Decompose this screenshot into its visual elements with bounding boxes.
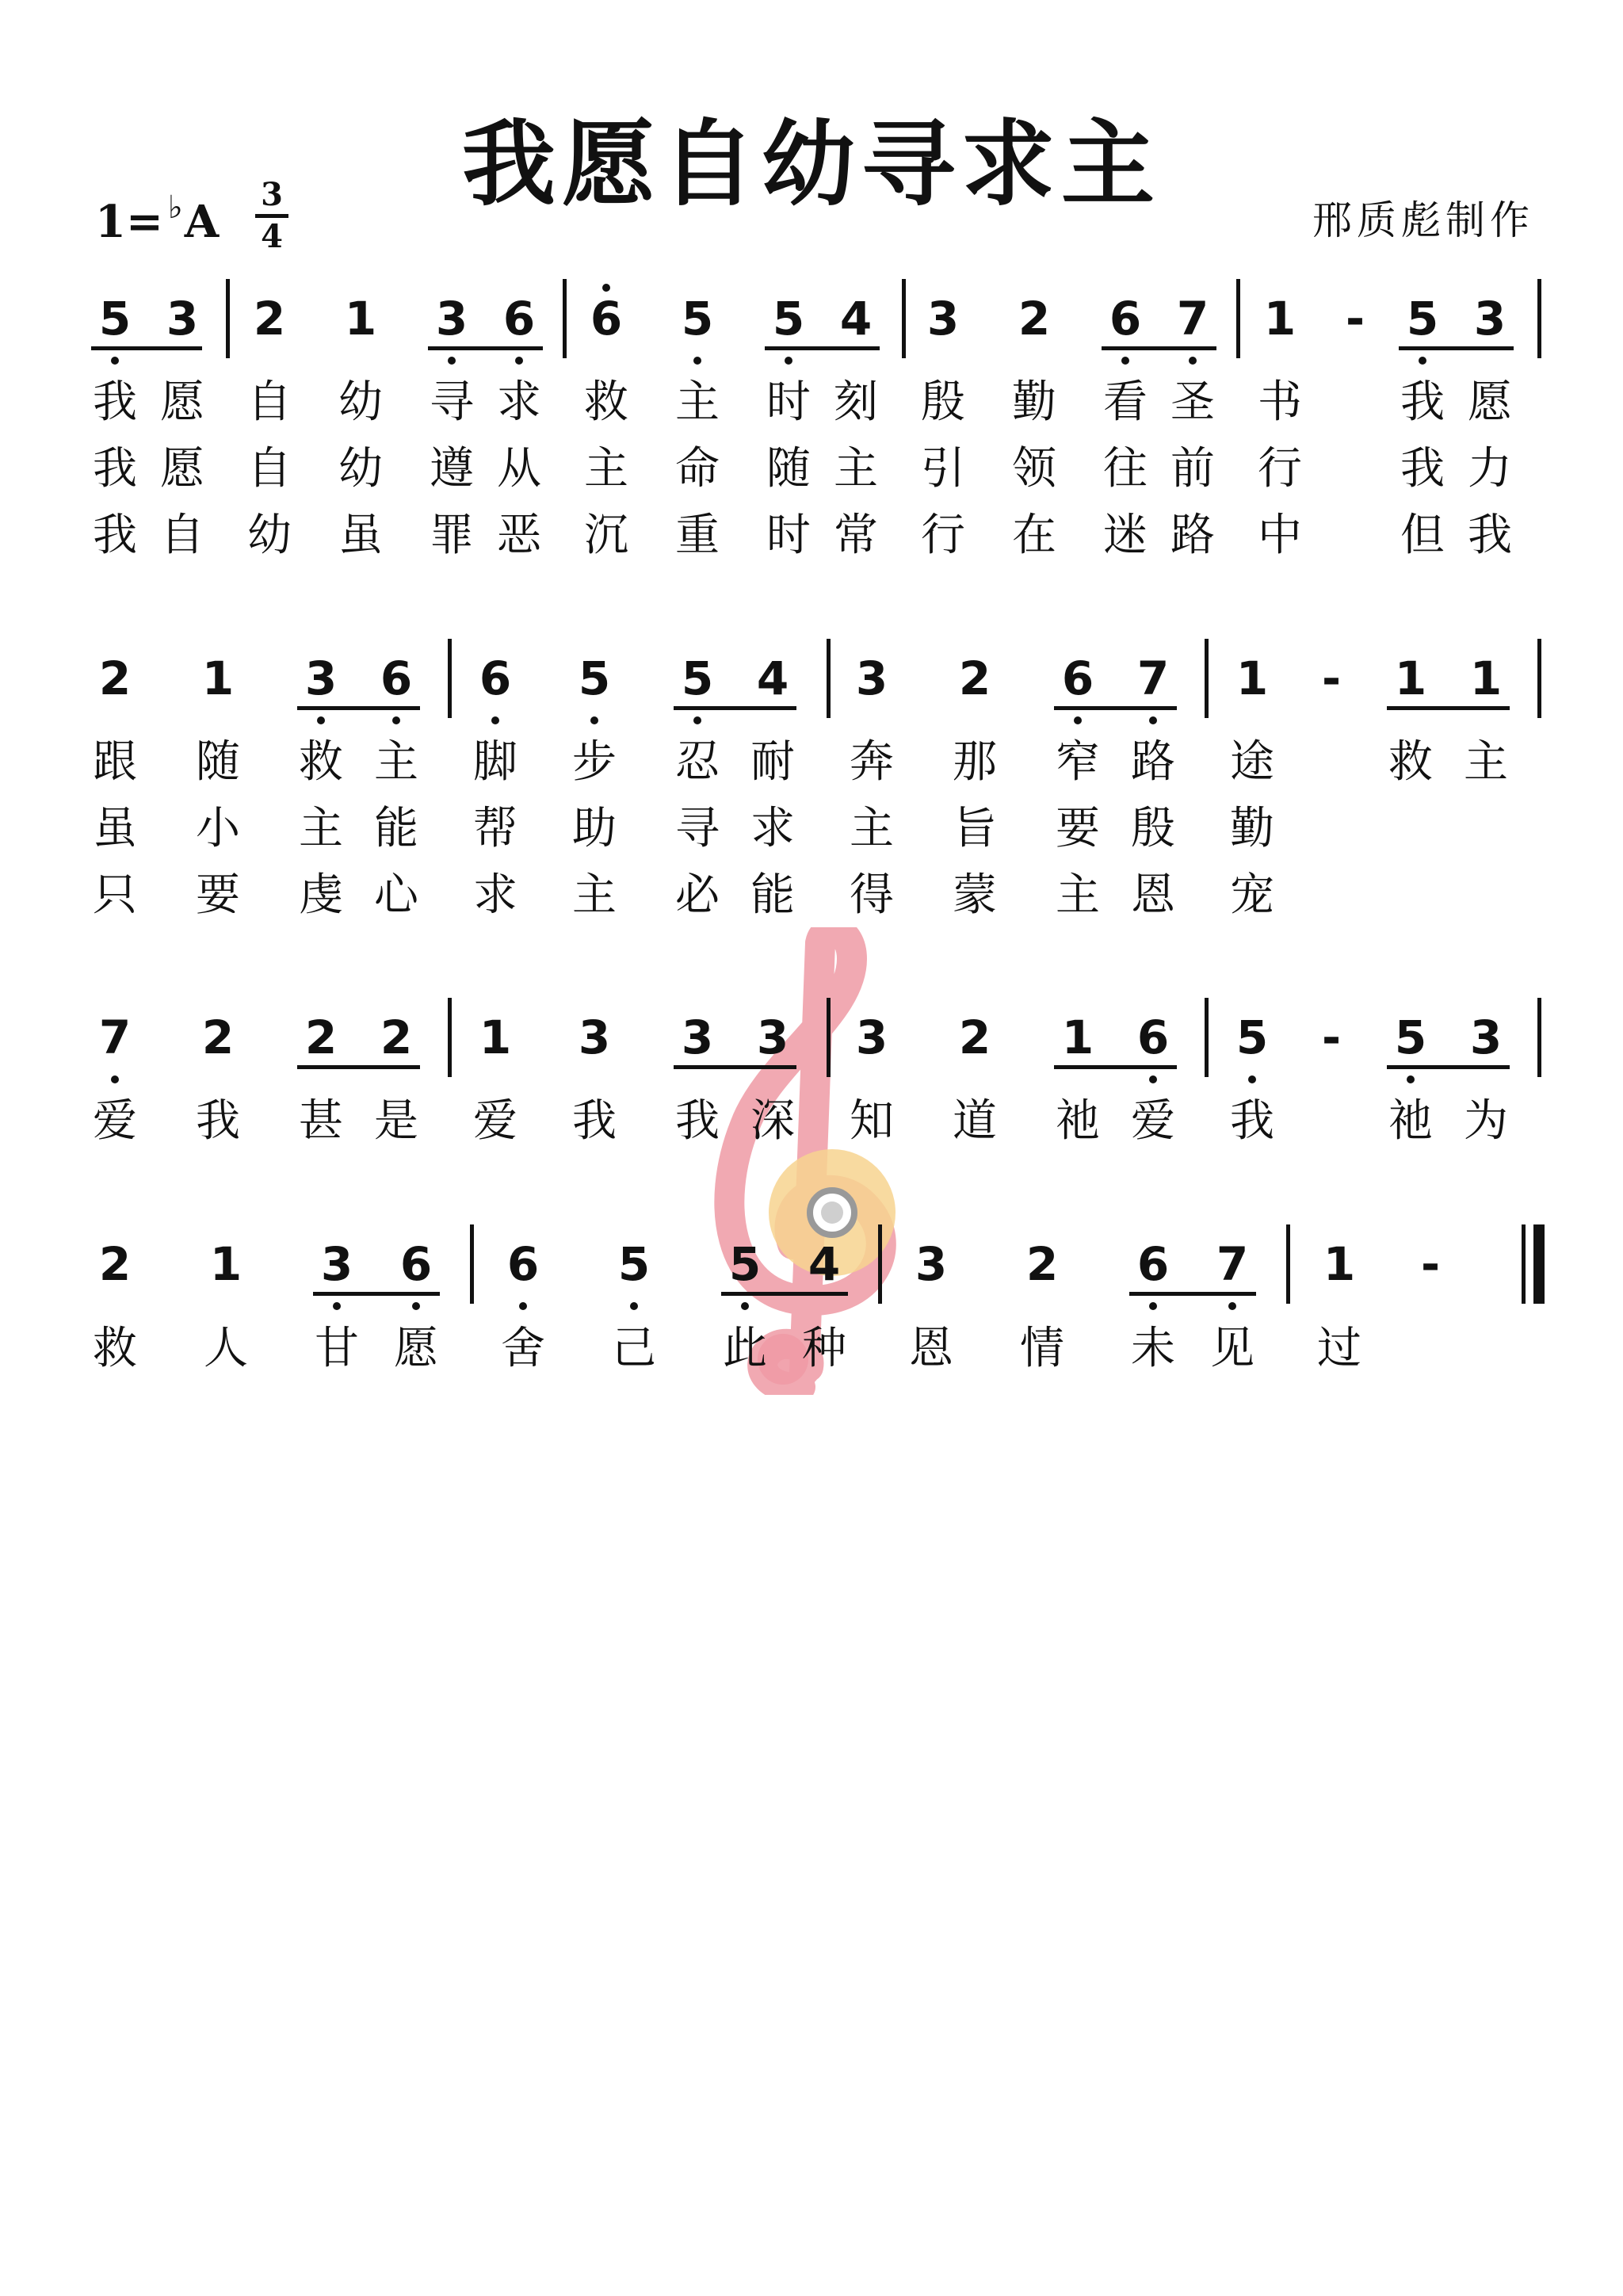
eighth-beam: [1399, 346, 1514, 350]
jianpu-note: 2: [380, 1010, 413, 1064]
jianpu-note: 1: [1263, 292, 1296, 346]
lyric-char: 自: [247, 376, 292, 428]
lyric-char: 己: [612, 1323, 656, 1374]
bar-line: [1537, 639, 1541, 718]
lyric-char: 我: [1400, 376, 1445, 428]
jianpu-note: 2: [98, 651, 132, 705]
low-octave-dot: [590, 716, 598, 724]
low-octave-dot: [317, 716, 325, 724]
lyric-char: 主: [1056, 869, 1100, 921]
lyric-char: 得: [850, 869, 894, 921]
jianpu-note: 1: [1061, 1010, 1094, 1064]
lyric-char: 中: [1258, 510, 1302, 561]
lyric-char: 愿: [160, 376, 204, 428]
lyric-char: 常: [834, 510, 878, 561]
time-signature-bottom: 4: [261, 218, 283, 255]
lyric-char: 殷: [921, 376, 965, 428]
final-bar-thin: [1522, 1224, 1526, 1304]
jianpu-note: 5: [1394, 1010, 1427, 1064]
jianpu-note: 2: [253, 292, 286, 346]
lyric-char: 我: [675, 1095, 720, 1147]
lyric-char: 我: [93, 376, 137, 428]
lyric-char: 未: [1131, 1323, 1175, 1374]
low-octave-dot: [741, 1302, 749, 1310]
eighth-beam: [297, 706, 420, 710]
lyric-char: 能: [750, 869, 795, 921]
low-octave-dot: [1407, 1075, 1415, 1083]
jianpu-note: 1: [479, 1010, 512, 1064]
lyric-char: 蒙: [953, 869, 997, 921]
bar-line: [448, 998, 452, 1077]
jianpu-note: 1: [201, 651, 235, 705]
jianpu-note: 1: [1323, 1237, 1356, 1291]
bar-line: [878, 1224, 882, 1304]
lyric-char: 愿: [1468, 376, 1512, 428]
low-octave-dot: [1149, 1302, 1157, 1310]
final-bar-thick: [1533, 1224, 1545, 1304]
lyric-char: 自: [160, 510, 204, 561]
dash-note: -: [1345, 292, 1365, 346]
lyric-char: 主: [1464, 736, 1508, 788]
low-octave-dot: [491, 716, 499, 724]
lyric-char: 爱: [473, 1095, 517, 1147]
lyric-char: 主: [584, 443, 628, 495]
eighth-beam: [1129, 1292, 1256, 1296]
jianpu-note: 6: [590, 292, 623, 346]
lyric-char: 宠: [1230, 869, 1274, 921]
jianpu-note: 3: [304, 651, 338, 705]
lyric-char: 助: [572, 803, 617, 854]
lyric-char: 耐: [750, 736, 795, 788]
jianpu-note: 2: [1025, 1237, 1059, 1291]
time-signature: [252, 176, 292, 255]
lyric-char: 途: [1230, 736, 1274, 788]
lyric-char: 在: [1012, 510, 1056, 561]
jianpu-note: 2: [304, 1010, 338, 1064]
lyric-char: 勤: [1230, 803, 1274, 854]
lyric-char: 小: [196, 803, 240, 854]
low-octave-dot: [630, 1302, 638, 1310]
jianpu-note: 6: [506, 1237, 540, 1291]
lyric-char: 我: [1400, 443, 1445, 495]
jianpu-note: 6: [1061, 651, 1094, 705]
lyric-char: 恩: [909, 1323, 953, 1374]
lyric-char: 要: [196, 869, 240, 921]
jianpu-note: 2: [1018, 292, 1051, 346]
lyric-char: 路: [1131, 736, 1175, 788]
bar-line: [226, 279, 230, 358]
jianpu-note: 3: [855, 651, 888, 705]
lyric-char: 罪: [430, 510, 474, 561]
low-octave-dot: [519, 1302, 527, 1310]
jianpu-note: 5: [681, 651, 714, 705]
bar-line: [902, 279, 906, 358]
bar-line: [1205, 998, 1209, 1077]
eighth-beam: [1054, 706, 1177, 710]
jianpu-note: 5: [772, 292, 805, 346]
low-octave-dot: [693, 716, 701, 724]
low-octave-dot: [1189, 357, 1197, 365]
lyric-char: 祂: [1388, 1095, 1433, 1147]
lyric-char: 幼: [338, 376, 383, 428]
low-octave-dot: [392, 716, 400, 724]
lyric-char: 从: [497, 443, 541, 495]
low-octave-dot: [515, 357, 523, 365]
lyric-char: 虔: [299, 869, 343, 921]
lyric-char: 行: [921, 510, 965, 561]
lyric-char: 随: [196, 736, 240, 788]
lyric-char: 时: [766, 376, 811, 428]
eighth-beam: [297, 1065, 420, 1069]
jianpu-note: 3: [166, 292, 199, 346]
jianpu-note: 4: [808, 1237, 841, 1291]
low-octave-dot: [1248, 1075, 1256, 1083]
flat-symbol: ♭: [167, 189, 183, 226]
low-octave-dot: [693, 357, 701, 365]
bar-line: [1286, 1224, 1290, 1304]
lyric-char: 愿: [160, 443, 204, 495]
lyric-char: 求: [497, 376, 541, 428]
eighth-beam: [674, 1065, 796, 1069]
jianpu-note: 2: [958, 651, 991, 705]
lyric-char: 主: [850, 803, 894, 854]
low-octave-dot: [1228, 1302, 1236, 1310]
jianpu-note: 5: [98, 292, 132, 346]
lyric-char: 主: [675, 376, 720, 428]
lyric-char: 引: [921, 443, 965, 495]
key-note: A: [184, 196, 220, 248]
lyric-char: 舍: [501, 1323, 545, 1374]
lyric-char: 求: [750, 803, 795, 854]
jianpu-note: 6: [1136, 1237, 1170, 1291]
eighth-beam: [91, 346, 202, 350]
lyric-char: 往: [1103, 443, 1148, 495]
lyric-char: 寻: [430, 376, 474, 428]
jianpu-note: 5: [728, 1237, 762, 1291]
lyric-char: 心: [374, 869, 418, 921]
jianpu-note: 6: [380, 651, 413, 705]
lyric-char: 恩: [1131, 869, 1175, 921]
lyric-char: 救: [1388, 736, 1433, 788]
lyric-char: 我: [1230, 1095, 1274, 1147]
eighth-beam: [765, 346, 880, 350]
jianpu-note: 7: [98, 1010, 132, 1064]
lyric-char: 殷: [1131, 803, 1175, 854]
jianpu-note: 4: [756, 651, 789, 705]
jianpu-note: 6: [502, 292, 536, 346]
lyric-char: 救: [299, 736, 343, 788]
lyric-char: 路: [1170, 510, 1215, 561]
lyric-char: 我: [1468, 510, 1512, 561]
lyric-char: 祂: [1056, 1095, 1100, 1147]
lyric-char: 虽: [338, 510, 383, 561]
lyric-char: 深: [750, 1095, 795, 1147]
lyric-char: 书: [1258, 376, 1302, 428]
lyric-char: 忍: [675, 736, 720, 788]
lyric-char: 主: [572, 869, 617, 921]
lyric-char: 脚: [473, 736, 517, 788]
lyric-char: 时: [766, 510, 811, 561]
lyric-char: 情: [1020, 1323, 1064, 1374]
lyric-char: 是: [374, 1095, 418, 1147]
low-octave-dot: [448, 357, 456, 365]
lyric-char: 奔: [850, 736, 894, 788]
jianpu-note: 7: [1136, 651, 1170, 705]
eighth-beam: [721, 1292, 848, 1296]
jianpu-note: 6: [1109, 292, 1142, 346]
jianpu-note: 5: [617, 1237, 651, 1291]
lyric-char: 要: [1056, 803, 1100, 854]
jianpu-note: 4: [839, 292, 873, 346]
lyric-char: 为: [1464, 1095, 1508, 1147]
jianpu-note: 3: [578, 1010, 611, 1064]
low-octave-dot: [111, 1075, 119, 1083]
jianpu-note: 3: [681, 1010, 714, 1064]
low-octave-dot: [1074, 716, 1082, 724]
lyric-char: 圣: [1170, 376, 1215, 428]
lyric-char: 自: [247, 443, 292, 495]
dash-note: -: [1321, 1010, 1342, 1064]
lyric-char: 随: [766, 443, 811, 495]
low-octave-dot: [412, 1302, 420, 1310]
lyric-char: 力: [1468, 443, 1512, 495]
jianpu-note: 6: [1136, 1010, 1170, 1064]
lyric-char: 我: [196, 1095, 240, 1147]
eighth-beam: [674, 706, 796, 710]
jianpu-note: 5: [578, 651, 611, 705]
eighth-beam: [1387, 706, 1510, 710]
dash-note: -: [1420, 1237, 1441, 1291]
lyric-char: 见: [1210, 1323, 1254, 1374]
jianpu-note: 7: [1176, 292, 1209, 346]
lyric-char: 救: [93, 1323, 137, 1374]
lyric-char: 此: [723, 1323, 767, 1374]
low-octave-dot: [111, 357, 119, 365]
song-title: 我愿自幼寻求主: [461, 109, 1161, 219]
bar-line: [827, 998, 831, 1077]
lyric-char: 前: [1170, 443, 1215, 495]
jianpu-note: 3: [756, 1010, 789, 1064]
dash-note: -: [1321, 651, 1342, 705]
jianpu-note: 5: [1406, 292, 1439, 346]
jianpu-note: 1: [1394, 651, 1427, 705]
jianpu-note: 3: [926, 292, 960, 346]
author-credit: 邢质彪制作: [1312, 197, 1534, 243]
jianpu-note: 5: [681, 292, 714, 346]
lyric-char: 过: [1317, 1323, 1361, 1374]
lyric-char: 救: [584, 376, 628, 428]
lyric-char: 求: [473, 869, 517, 921]
lyric-char: 跟: [93, 736, 137, 788]
jianpu-note: 2: [201, 1010, 235, 1064]
lyric-char: 领: [1012, 443, 1056, 495]
key-signature: [95, 189, 219, 248]
lyric-char: 帮: [473, 803, 517, 854]
eighth-beam: [1102, 346, 1216, 350]
lyric-char: 我: [572, 1095, 617, 1147]
lyric-char: 寻: [675, 803, 720, 854]
lyric-char: 爱: [93, 1095, 137, 1147]
lyric-char: 幼: [338, 443, 383, 495]
lyric-char: 甘: [315, 1323, 359, 1374]
lyric-char: 甚: [299, 1095, 343, 1147]
lyric-char: 但: [1400, 510, 1445, 561]
low-octave-dot: [1149, 1075, 1157, 1083]
lyric-char: 种: [802, 1323, 846, 1374]
eighth-beam: [1054, 1065, 1177, 1069]
bar-line: [563, 279, 567, 358]
lyric-char: 能: [374, 803, 418, 854]
bar-line: [448, 639, 452, 718]
jianpu-note: 3: [435, 292, 468, 346]
lyric-char: 虽: [93, 803, 137, 854]
lyric-char: 主: [834, 443, 878, 495]
jianpu-note: 2: [98, 1237, 132, 1291]
jianpu-note: 3: [1469, 1010, 1503, 1064]
low-octave-dot: [1121, 357, 1129, 365]
time-signature-top: 3: [261, 176, 283, 213]
jianpu-note: 1: [344, 292, 377, 346]
jianpu-note: 3: [915, 1237, 948, 1291]
jianpu-note: 3: [855, 1010, 888, 1064]
lyric-char: 我: [93, 443, 137, 495]
lyric-char: 必: [675, 869, 720, 921]
jianpu-note: 2: [958, 1010, 991, 1064]
low-octave-dot: [785, 357, 792, 365]
lyric-char: 我: [93, 510, 137, 561]
lyric-char: 沉: [584, 510, 628, 561]
lyric-char: 主: [299, 803, 343, 854]
lyric-char: 窄: [1056, 736, 1100, 788]
jianpu-note: 1: [209, 1237, 242, 1291]
bar-line: [1537, 279, 1541, 358]
jianpu-note: 1: [1235, 651, 1269, 705]
bar-line: [470, 1224, 474, 1304]
bar-line: [1537, 998, 1541, 1077]
high-octave-dot: [602, 284, 610, 292]
lyric-char: 刻: [834, 376, 878, 428]
lyric-char: 勤: [1012, 376, 1056, 428]
jianpu-note: 6: [479, 651, 512, 705]
bar-line: [1236, 279, 1240, 358]
jianpu-note: 1: [1469, 651, 1503, 705]
lyric-char: 愿: [394, 1323, 438, 1374]
lyric-char: 人: [204, 1323, 248, 1374]
lyric-char: 那: [953, 736, 997, 788]
lyric-char: 遵: [430, 443, 474, 495]
lyric-char: 步: [572, 736, 617, 788]
low-octave-dot: [333, 1302, 341, 1310]
low-octave-dot: [1149, 716, 1157, 724]
lyric-char: 知: [850, 1095, 894, 1147]
lyric-char: 道: [953, 1095, 997, 1147]
key-prefix: 1=: [95, 196, 163, 248]
lyric-char: 旨: [953, 803, 997, 854]
low-octave-dot: [1419, 357, 1426, 365]
bar-line: [827, 639, 831, 718]
jianpu-note: 3: [320, 1237, 353, 1291]
lyric-char: 重: [675, 510, 720, 561]
lyric-char: 行: [1258, 443, 1302, 495]
lyric-char: 迷: [1103, 510, 1148, 561]
jianpu-note: 3: [1473, 292, 1507, 346]
lyric-char: 看: [1103, 376, 1148, 428]
disc-center: [821, 1201, 843, 1224]
lyric-char: 恶: [497, 510, 541, 561]
eighth-beam: [428, 346, 543, 350]
eighth-beam: [313, 1292, 440, 1296]
lyric-char: 命: [675, 443, 720, 495]
lyric-char: 幼: [247, 510, 292, 561]
lyric-char: 只: [93, 869, 137, 921]
bar-line: [1205, 639, 1209, 718]
eighth-beam: [1387, 1065, 1510, 1069]
lyric-char: 主: [374, 736, 418, 788]
lyric-char: 爱: [1131, 1095, 1175, 1147]
jianpu-note: 5: [1235, 1010, 1269, 1064]
jianpu-note: 7: [1216, 1237, 1249, 1291]
jianpu-note: 6: [399, 1237, 433, 1291]
